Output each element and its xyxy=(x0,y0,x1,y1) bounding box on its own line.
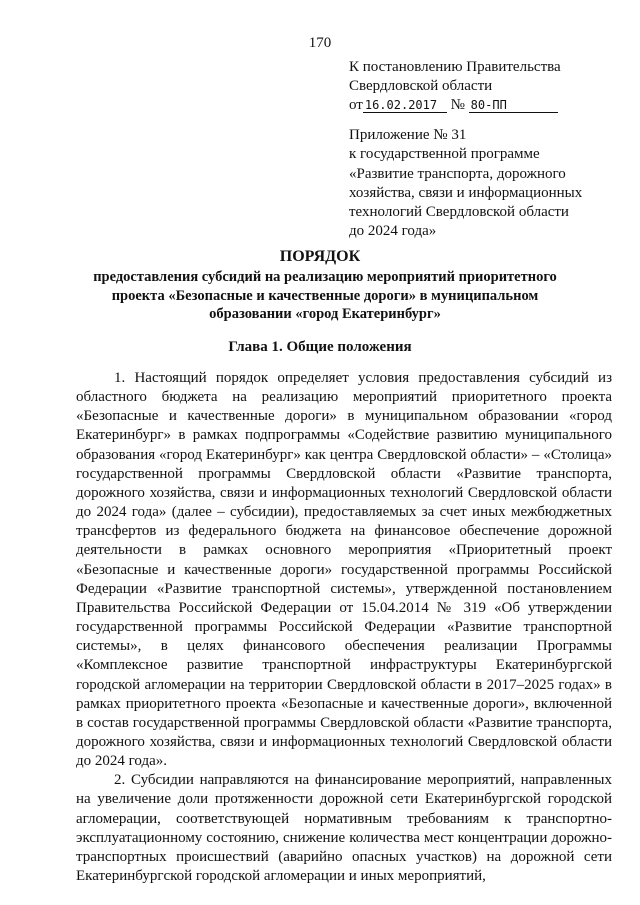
resolution-number: 80-ПП xyxy=(469,98,558,113)
document-body xyxy=(76,369,612,886)
from-prefix: от xyxy=(349,97,363,113)
resolution-date-line xyxy=(349,96,599,115)
appendix-line-6: до 2024 года» xyxy=(349,223,437,240)
document-subtitle: предоставления субсидий на реализацию мероприятий приоритетного проекта «Безопасные и качественные дороги» в муниципальном образовании «город Екатеринбург» xyxy=(93,269,557,322)
appendix-line-1: Приложение № 31 xyxy=(349,127,467,143)
document-title: ПОРЯДОК xyxy=(279,248,361,265)
chapter-heading: Глава 1. Общие положения xyxy=(228,339,412,355)
appendix-line-4: хозяйства, связи и информационных xyxy=(349,184,583,201)
appendix-block xyxy=(349,126,599,242)
appendix-line-3: «Развитие транспорта, дорожного xyxy=(349,165,566,182)
page-number: 170 xyxy=(308,35,332,51)
paragraph-1: 1. Настоящий порядок определяет условия предоставления субсидий из областного бюджета на реализацию мероприятий приоритетного проекта «Безопасные и качественные дороги» в муниципальном образовании «город Екатеринбург» в рамках подпрограммы «Содействие развитию муниципального образования «город Екатеринбург» как центра Свердловской области» – «Столица» государственной программы Свердловской области «Развитие транспорта, дорожного хозяйства, связи и информационных технологий Свердловской области до 2024 года» (далее – субсидии), предоставляемых за счет иных межбюджетных трансфертов из федерального бюджета на финансовое обеспечение дорожной деятельности в рамках основного мероприятия «Приоритетный проект «Безопасные и качественные дороги» государственной программы Российской Федерации «Развитие транспортной системы», утвержденной постановлением Правительства Российской Федерации от 15.04.2014 № 319 «Об утверждении государственной программы Российской Федерации «Развитие транспортной системы», в целях финансового обеспечения реализации Программы «Комплексное развитие транспортной инфраструктуры Екатеринбургской городской агломерации на территории Свердловской области в 2017–2025 годах» в рамках приоритетного проекта «Безопасные и качественные дороги», включенной в состав государственной программы Свердловской области «Развитие транспорта, дорожного хозяйства, связи и информационных технологий Свердловской области до 2024 года». xyxy=(76,370,612,770)
appendix-line-2: к государственной программе xyxy=(349,146,540,163)
paragraph-2: 2. Субсидии направляются на финансирование мероприятий, направленных на увеличение доли протяженности дорожной сети Екатеринбургской городской агломерации, соответствующей нормативным требованиям к транспортно-эксплуатационному состоянию, снижение количества мест концентрации дорожно-транспортных происшествий (аварийно опасных участков) на дорожной сети Екатеринбургской городской агломерации и иных мероприятий, xyxy=(76,772,612,885)
resolution-date: 16.02.2017 xyxy=(363,98,447,113)
appendix-line-5: технологий Свердловской области xyxy=(349,204,569,221)
number-prefix: № xyxy=(450,97,465,113)
resolution-reference xyxy=(349,58,599,115)
resolution-line-1: К постановлению Правительства xyxy=(349,59,561,75)
resolution-line-2: Свердловской области xyxy=(349,78,493,94)
